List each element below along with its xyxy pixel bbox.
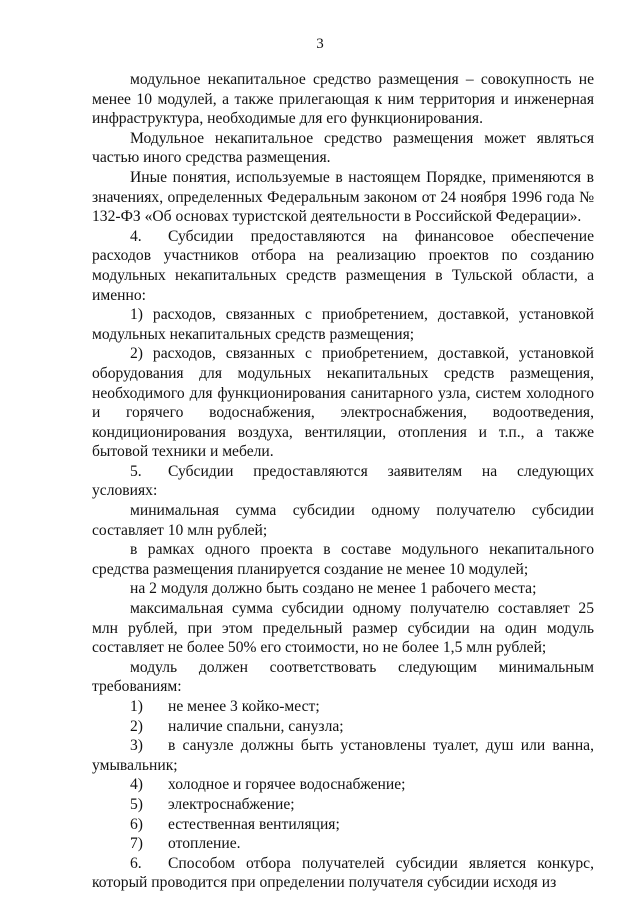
requirement-number: 3) (130, 737, 143, 755)
requirement-text: электроснабжение; (168, 795, 295, 813)
requirement-text: отопление. (168, 835, 241, 853)
requirement-text: не менее 3 койко-мест; (168, 698, 320, 715)
requirement-text-continued: умывальник; (92, 756, 178, 774)
requirement-item (92, 795, 594, 815)
requirements-list (92, 697, 594, 854)
clause-6-number: 6. (130, 854, 142, 872)
requirement-number: 5) (130, 795, 143, 813)
clause-4 (92, 227, 594, 305)
condition-min-sum: минимальная сумма субсидии одному получателю субсидии составляет 10 млн рублей; (92, 502, 594, 539)
requirement-item (92, 834, 594, 854)
requirement-number: 7) (130, 835, 143, 853)
requirement-item-continued (92, 756, 594, 776)
requirement-text: наличие спальни, санузла; (168, 717, 344, 735)
clause-4-text: Субсидии предоставляются на финансовое обеспечение расходов участников отбора на реализацию проектов по созданию модульных некапитальных средств размещения в Тульской области, а именно: (92, 227, 594, 304)
requirement-item (92, 736, 594, 756)
clause-4-item-1: 1) расходов, связанных с приобретением, доставкой, установкой модульных некапитальных средств размещения; (92, 306, 594, 343)
requirement-item (92, 815, 594, 835)
clause-6-text: Способом отбора получателей субсидии является конкурс, который проводится при определении получателя субсидии исходя из (92, 854, 594, 892)
paragraph-other-terms: Иные понятия, используемые в настоящем Порядке, применяются в значениях, определенных Федеральным законом от 24 ноября 1996 года № 132-ФЗ «Об основах туристской деятельности в Российской Федерации». (92, 168, 594, 226)
condition-modules-count: в рамках одного проекта в составе модульного некапитального средства размещения планируется создание не менее 10 модулей; (92, 541, 594, 578)
paragraph-definition-modular: модульное некапитальное средство размещения – совокупность не менее 10 модулей, а также прилегающая к ним территория и инженерная инфраструктура, необходимые для его функционирования. (92, 71, 594, 128)
requirement-item (92, 697, 594, 717)
requirement-number: 2) (130, 717, 143, 735)
condition-max-sum: максимальная сумма субсидии одному получателю составляет 25 млн рублей, при этом предельный размер субсидии на один модуль составляет не более 50% его стоимости, но не более 1,5 млн рублей; (92, 600, 594, 657)
clause-4-item-2: 2) расходов, связанных с приобретением, доставкой, установкой оборудования для модульных некапитальных средств размещения, необходимого для функционирования санитарного узла, систем холодного и горячего водоснабжения, электроснабжения, водоотведения, кондиционирования воздуха, вентиляции, отопления и т.п., а также бытовой техники и мебели. (92, 345, 594, 461)
clause-6 (92, 854, 594, 893)
requirement-item (92, 717, 594, 737)
requirement-item (92, 775, 594, 795)
condition-jobs: на 2 модуля должно быть создано не менее 1 рабочего места; (130, 580, 537, 598)
requirement-text: естественная вентиляция; (168, 815, 340, 833)
requirement-text: холодное и горячее водоснабжение; (168, 776, 406, 794)
page-number: 3 (316, 36, 324, 52)
document-body (92, 70, 594, 893)
condition-module-requirements: модуль должен соответствовать следующим минимальным требованиям: (92, 658, 594, 696)
clause-5-number: 5. (130, 462, 142, 480)
requirement-number: 1) (130, 698, 143, 715)
clause-5-text: Субсидии предоставляются заявителям на следующих условиях: (92, 462, 594, 500)
requirement-number: 6) (130, 815, 143, 833)
requirement-text: в санузле должны быть установлены туалет, душ или ванна, (168, 737, 594, 755)
paragraph-part-of-other: Модульное некапитальное средство размещения может являться частью иного средства размещения. (92, 129, 594, 167)
clause-4-number: 4. (130, 227, 142, 245)
requirement-number: 4) (130, 776, 143, 794)
clause-5 (92, 462, 594, 501)
